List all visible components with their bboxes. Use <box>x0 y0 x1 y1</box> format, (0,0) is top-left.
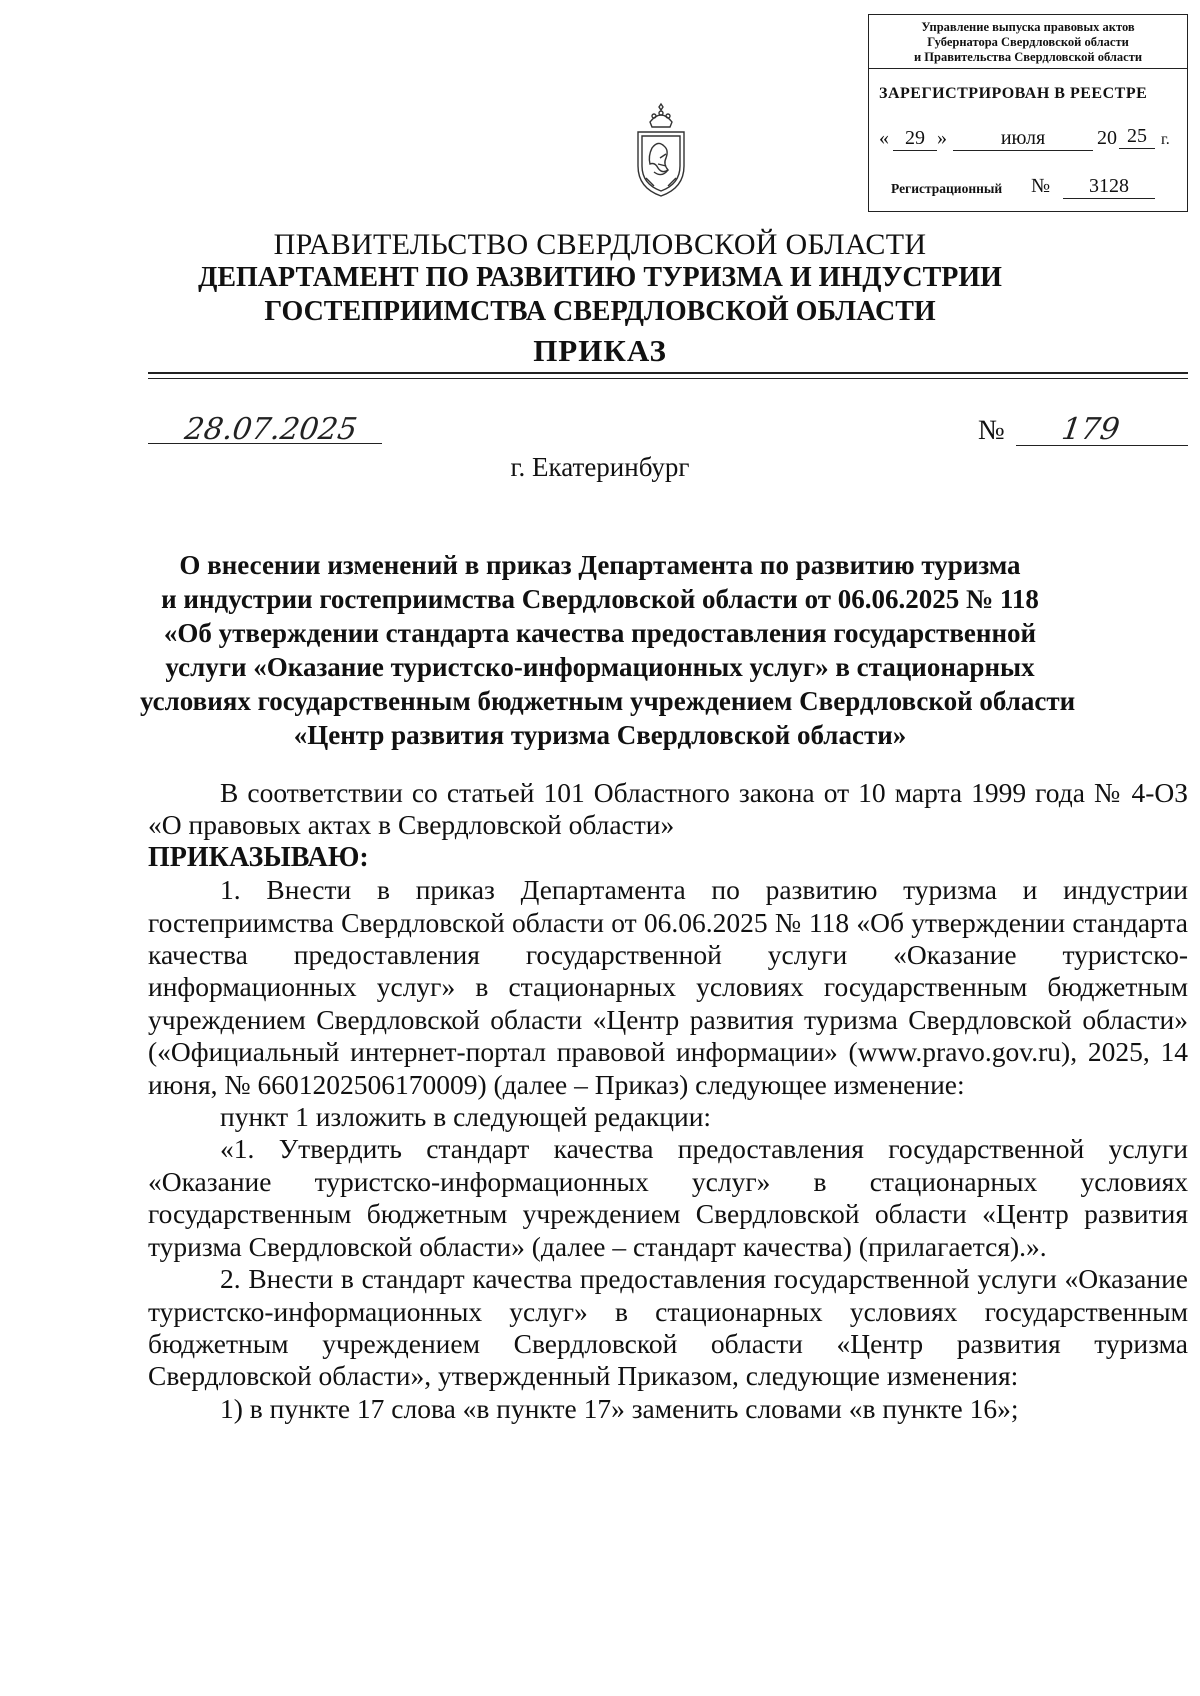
stamp-header <box>869 15 1187 69</box>
order-number-sign: № <box>978 415 1005 446</box>
stamp-header-line: Губернатора Свердловской области <box>927 35 1129 49</box>
stamp-reg-label: Регистрационный <box>891 181 1003 196</box>
header-rule-thin <box>148 378 1188 379</box>
stamp-date <box>879 127 1179 155</box>
stamp-number-sign: № <box>1031 175 1051 197</box>
item-2-paragraph: 2. Внести в стандарт качества предоставления государственной услуги «Оказание туристско-информационных услуг» в стационарных условиях государственным бюджетным учреждением Свердловской области «Центр развития туризма Свердловской области», утвержденный Приказом, следующие изменения: <box>148 1263 1188 1392</box>
stamp-registered-label: ЗАРЕГИСТРИРОВАН В РЕЕСТРЕ <box>879 85 1148 102</box>
order-date-handwritten: 28.07.2025 <box>182 412 360 447</box>
government-name: ПРАВИТЕЛЬСТВО СВЕРДЛОВСКОЙ ОБЛАСТИ <box>273 228 927 261</box>
order-title-line: «Об утверждении стандарта качества предоставления государственной <box>163 618 1037 648</box>
order-title-line: и индустрии гостеприимства Свердловской области от 06.06.2025 № 118 <box>161 584 1039 614</box>
stamp-reg-number: 3128 <box>1063 175 1155 199</box>
department-name-line2: ГОСТЕПРИИМСТВА СВЕРДЛОВСКОЙ ОБЛАСТИ <box>264 296 936 327</box>
stamp-date-year-prefix: 20 <box>1097 127 1117 149</box>
order-title-line: «Центр развития туризма Свердловской области» <box>293 720 907 750</box>
stamp-date-year-abbr: г. <box>1161 131 1170 148</box>
order-number-line <box>1016 445 1188 446</box>
item-1-paragraph: 1. Внести в приказ Департамента по развитию туризма и индустрии гостеприимства Свердловской области от 06.06.2025 № 118 «Об утверждении стандарта качества предоставления государственной услуги «Оказание туристско-информационных услуг» в стационарных условиях государственным бюджетным учреждением Свердловской области «Центр развития туризма Свердловской области» («Официальный интернет-портал правовой информации» (www.pravo.gov.ru), 2025, 14 июня, № 6601202506170009) (далее – Приказ) следующее изменение: <box>148 874 1188 1100</box>
city-name: г. Екатеринбург <box>510 452 690 482</box>
document-type: ПРИКАЗ <box>533 333 667 368</box>
header-rule-thick <box>148 372 1188 374</box>
order-title-line: О внесении изменений в приказ Департамента по развитию туризма <box>179 550 1021 580</box>
order-title-line: условиях государственным бюджетным учреждением Свердловской области <box>140 686 1076 716</box>
order-date-line <box>148 443 382 444</box>
preamble-paragraph: В соответствии со статьей 101 Областного закона от 10 марта 1999 года № 4-ОЗ «О правовых актах в Свердловской области» <box>148 777 1188 841</box>
item-1-quote-paragraph: «1. Утвердить стандарт качества предоставления государственной услуги «Оказание туристско-информационных услуг» в стационарных условиях государственным бюджетным учреждением Свердловской области «Центр развития туризма Свердловской области» (далее – стандарт качества) (прилагается).». <box>148 1133 1188 1262</box>
order-body <box>148 777 1188 1425</box>
stamp-header-line: Управление выпуска правовых актов <box>921 20 1135 34</box>
coat-of-arms-icon <box>630 100 692 200</box>
stamp-date-open-quote: « <box>879 127 889 149</box>
registration-stamp <box>868 14 1188 212</box>
stamp-date-month: июля <box>953 127 1093 151</box>
order-title-line: услуги «Оказание туристско-информационных услуг» в стационарных <box>165 652 1035 682</box>
department-name-line1: ДЕПАРТАМЕНТ ПО РАЗВИТИЮ ТУРИЗМА И ИНДУСТРИИ <box>198 262 1002 293</box>
item-2-subitem-1: 1) в пункте 17 слова «в пункте 17» заменить словами «в пункте 16»; <box>220 1392 1019 1424</box>
order-number-handwritten: 179 <box>1059 412 1122 447</box>
stamp-date-close-quote: » <box>937 127 947 149</box>
item-1-sub-paragraph: пункт 1 изложить в следующей редакции: <box>220 1101 712 1133</box>
order-word: ПРИКАЗЫВАЮ: <box>148 841 369 873</box>
stamp-header-line: и Правительства Свердловской области <box>913 50 1143 64</box>
order-title <box>140 548 1076 752</box>
stamp-date-year-suffix: 25 <box>1119 125 1155 149</box>
stamp-date-day: 29 <box>893 127 937 151</box>
stamp-reg-number-row <box>891 175 1181 205</box>
